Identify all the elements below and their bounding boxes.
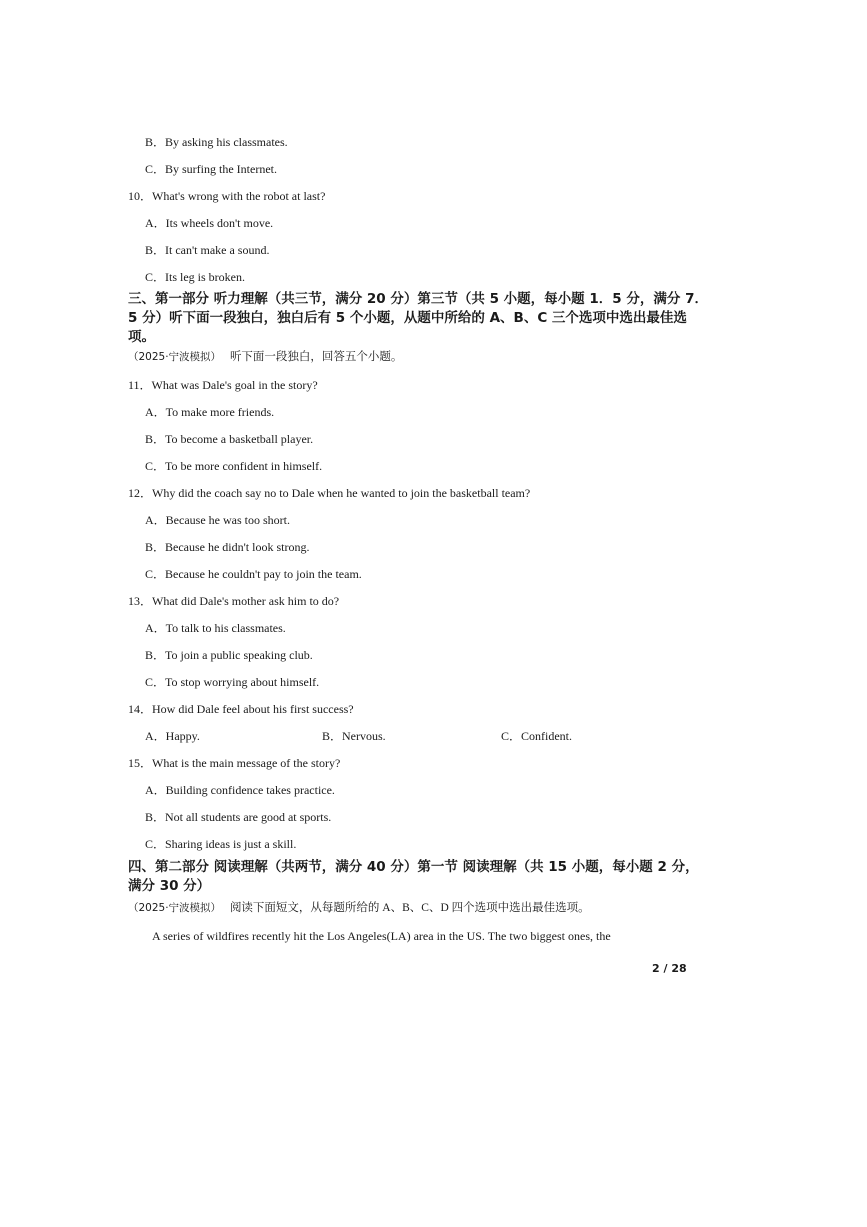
- q11-option-b: B．To become a basketball player.: [145, 432, 314, 446]
- question-13: 13．What did Dale's mother ask him to do?: [128, 594, 340, 608]
- question-11: 11．What was Dale's goal in the story?: [128, 378, 318, 392]
- q13-option-c: C．To stop worrying about himself.: [145, 675, 320, 689]
- question-10: 10．What's wrong with the robot at last?: [128, 189, 326, 203]
- q15-option-a: A．Building confidence takes practice.: [145, 783, 335, 797]
- q15-option-c: C．Sharing ideas is just a skill.: [145, 837, 297, 851]
- q11-option-c: C．To be more confident in himself.: [145, 459, 323, 473]
- q9-option-b: B．By asking his classmates.: [145, 135, 288, 149]
- q13-option-b: B．To join a public speaking club.: [145, 648, 313, 662]
- source-tag: （2025·宁波模拟）: [128, 351, 222, 363]
- q10-option-c: C．Its leg is broken.: [145, 270, 245, 284]
- section-4-heading-line-2: 满分 30 分）: [128, 878, 211, 894]
- source-note-2: [128, 900, 590, 916]
- section-4-heading-line-1: 四、第二部分 阅读理解（共两节，满分 40 分）第一节 阅读理解（共 15 小题，每小题 2 分，: [128, 859, 699, 875]
- q11-option-a: A．To make more friends.: [145, 405, 275, 419]
- source-instruction: 阅读下面短文，从每题所给的 A、B、C、D 四个选项中选出最佳选项。: [229, 902, 590, 914]
- section-3-heading-line-2: 5 分）听下面一段独白，独白后有 5 个小题，从题中所给的 A、B、C 三个选项中选出最佳选: [128, 310, 687, 326]
- q14-option-c: C．Confident.: [501, 729, 572, 743]
- q14-option-a: A．Happy.: [145, 729, 200, 743]
- section-3-heading-line-3: 项。: [128, 329, 155, 345]
- passage-line-1: A series of wildfires recently hit the Los Angeles(LA) area in the US. The two biggest ones, the: [152, 929, 611, 943]
- q10-option-b: B．It can't make a sound.: [145, 243, 270, 257]
- question-12: 12．Why did the coach say no to Dale when he wanted to join the basketball team?: [128, 486, 531, 500]
- q9-option-c: C．By surfing the Internet.: [145, 162, 277, 176]
- q12-option-a: A．Because he was too short.: [145, 513, 290, 527]
- section-3-heading-line-1: 三、第一部分 听力理解（共三节，满分 20 分）第三节（共 5 小题，每小题 1．5 分，满分 7．: [128, 291, 708, 307]
- source-note-1: [128, 349, 402, 365]
- q12-option-b: B．Because he didn't look strong.: [145, 540, 310, 554]
- q12-option-c: C．Because he couldn't pay to join the team.: [145, 567, 362, 581]
- source-instruction: 听下面一段独白，回答五个小题。: [229, 351, 403, 363]
- source-tag: （2025·宁波模拟）: [128, 902, 222, 914]
- question-15: 15．What is the main message of the story?: [128, 756, 341, 770]
- q14-option-b: B．Nervous.: [322, 729, 386, 743]
- q13-option-a: A．To talk to his classmates.: [145, 621, 286, 635]
- page-number: 2 / 28: [652, 962, 687, 975]
- q10-option-a: A．Its wheels don't move.: [145, 216, 274, 230]
- question-14: 14．How did Dale feel about his first success?: [128, 702, 354, 716]
- q15-option-b: B．Not all students are good at sports.: [145, 810, 332, 824]
